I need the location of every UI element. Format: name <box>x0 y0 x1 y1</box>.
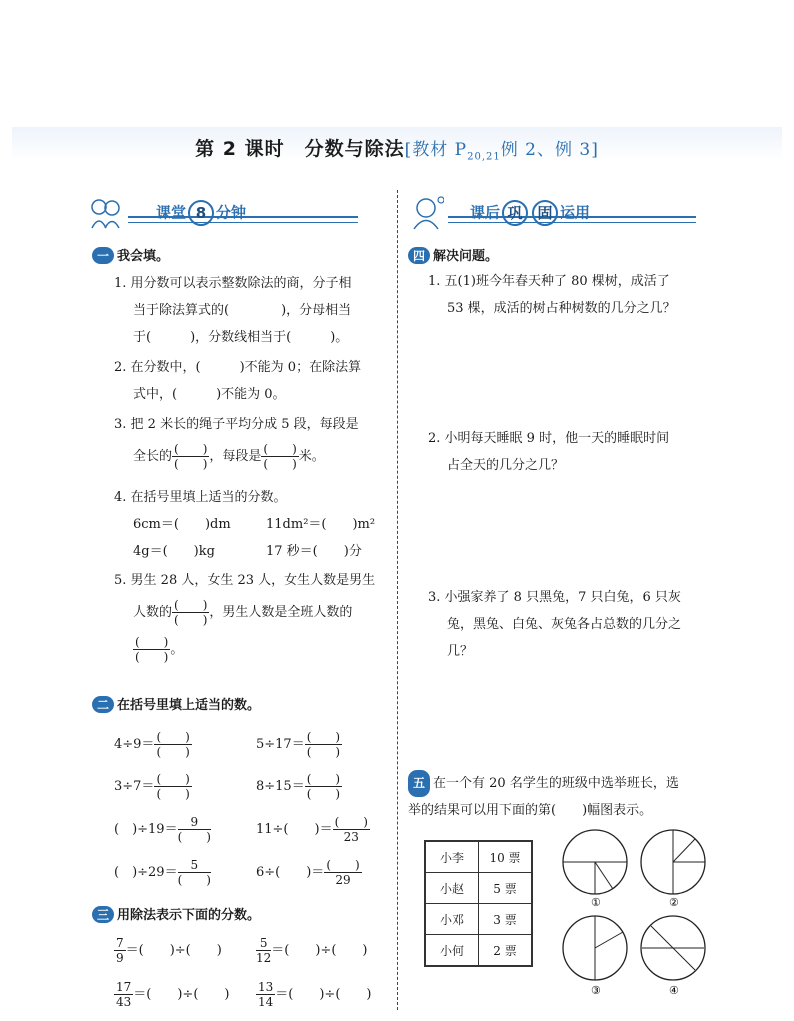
blank-fraction[interactable]: $\frac{( )}{( )}$ <box>306 772 341 801</box>
banner-minutes-number: 8 <box>188 200 214 226</box>
pie-label: ② <box>669 896 679 909</box>
banner-char-1: 巩 <box>502 200 528 226</box>
s2-item: 8÷15＝ $\frac{( )}{( )}$ <box>256 772 341 801</box>
pie-3[interactable] <box>563 916 627 980</box>
blank-fraction[interactable]: $\frac{( )}{( )}$ <box>306 730 341 759</box>
pie-2[interactable] <box>641 830 705 894</box>
s2-item: ( )÷29＝ $\frac{5}{( )}$ <box>114 858 211 887</box>
table-row: 小何 2 票 <box>425 935 532 967</box>
vote-table <box>424 840 533 967</box>
pie-charts <box>555 828 715 998</box>
textbook-reference <box>404 140 599 163</box>
blank-fraction[interactable]: $\frac{( )}{( )}$ <box>263 442 297 471</box>
s2-item: 5÷17＝ $\frac{( )}{( )}$ <box>256 730 341 759</box>
s2-item: ( )÷19＝ $\frac{9}{( )}$ <box>114 815 211 844</box>
s3-item: $\frac{13}{14}$ ＝( )÷( ) <box>258 980 372 1009</box>
banner-char-2: 固 <box>532 200 558 226</box>
q2-line: 2. 在分数中，( )不能为 0；在除法算 <box>114 360 362 375</box>
q1-line: 于( )，分数线相当于( )。 <box>133 330 349 345</box>
pie-label: ③ <box>591 984 601 997</box>
s3-item: $\frac{7}{9}$ ＝( )÷( ) <box>116 936 222 965</box>
fraction: $\frac{( )}{23}$ <box>334 815 368 844</box>
q4-item: 11dm²＝( )m² <box>266 517 376 532</box>
s3-item: $\frac{17}{43}$ ＝( )÷( ) <box>116 980 230 1009</box>
section-label: 我会填。 <box>117 249 170 264</box>
problem-3: 3. 小强家养了 8 只黑兔，7 只白兔，6 只灰 兔，黑兔、白兔、灰兔各占总数的几分之 几？ <box>428 590 682 659</box>
s2-item: 6÷( )＝ $\frac{( )}{29}$ <box>256 858 360 887</box>
q3-line: 3. 把 2 米长的绳子平均分成 5 段，每段是 <box>114 417 359 432</box>
banner-class-label: 课堂 <box>156 203 187 222</box>
title-main: 第 2 课时 分数与除法 <box>195 138 405 160</box>
ref-prefix: [教材 P <box>404 140 468 160</box>
pie-1[interactable] <box>563 830 627 894</box>
section-label: 在括号里填上适当的数。 <box>117 698 261 713</box>
blank-fraction[interactable]: $\frac{( )}{( )}$ <box>156 772 190 801</box>
question-4 <box>114 484 376 565</box>
q2-line: 式中，( )不能为 0。 <box>133 387 286 402</box>
section-number: 五 <box>408 770 430 797</box>
table-row: 小李 10 票 <box>425 841 532 873</box>
s5-line: 举的结果可以用下面的第( )幅图表示。 <box>408 803 653 818</box>
q5-text: ，男生人数是全班人数的 <box>209 605 353 620</box>
section-2-heading <box>92 694 260 713</box>
column-divider <box>397 190 398 1010</box>
question-5 <box>114 567 375 664</box>
table-row: 小邓 3 票 <box>425 904 532 935</box>
banner-minutes-label: 分钟 <box>216 203 247 222</box>
fraction: $\frac{9}{( )}$ <box>177 815 211 844</box>
s2-item: 3÷7＝ $\frac{( )}{( )}$ <box>114 772 190 801</box>
blank-fraction[interactable]: $\frac{( )}{( )}$ <box>135 635 169 664</box>
pie-4[interactable] <box>641 916 705 980</box>
ref-pages: 20,21 <box>467 151 501 163</box>
s2-item: 4÷9＝ $\frac{( )}{( )}$ <box>114 730 190 759</box>
pie-label: ④ <box>669 984 679 997</box>
q4-heading: 4. 在括号里填上适当的分数。 <box>114 490 287 505</box>
section-number: 三 <box>92 906 114 923</box>
left-section-banner <box>88 196 360 228</box>
problem-1: 1. 五(1)班今年春天种了 80 棵树，成活了 53 棵，成活的树占种树数的几分之几？ <box>428 274 676 316</box>
fraction: $\frac{( )}{29}$ <box>326 858 360 887</box>
q1-line: 1. 用分数可以表示整数除法的商，分子相 <box>114 276 352 291</box>
q4-item: 4g＝( )kg <box>133 544 215 559</box>
blank-fraction[interactable]: $\frac{( )}{( )}$ <box>174 598 208 627</box>
section-number: 四 <box>408 247 430 264</box>
s2-item: 11÷( )＝ $\frac{( )}{23}$ <box>256 815 368 844</box>
lesson-title <box>0 134 794 162</box>
q3-text: 米。 <box>298 449 325 464</box>
question-2 <box>114 354 361 408</box>
q5-text: 人数的 <box>133 605 173 620</box>
section-5 <box>408 770 679 824</box>
q3-text: 全长的 <box>133 449 173 464</box>
banner-apply: 运用 <box>560 203 591 222</box>
s3-item: $\frac{5}{12}$ ＝( )÷( ) <box>256 936 368 965</box>
kids-cartoon-icon <box>88 196 124 230</box>
q4-item: 17 秒＝( )分 <box>266 544 362 559</box>
q5-line: 5. 男生 28 人，女生 23 人，女生人数是男生 <box>114 573 376 588</box>
student-cartoon-icon <box>408 196 444 230</box>
section-label: 解决问题。 <box>433 249 499 264</box>
s5-line: 在一个有 20 名学生的班级中选举班长，选 <box>433 776 679 791</box>
fraction: $\frac{5}{( )}$ <box>177 858 211 887</box>
section-4-heading <box>408 245 498 264</box>
table-row: 小赵 5 票 <box>425 873 532 904</box>
section-3-heading <box>92 904 260 923</box>
section-label: 用除法表示下面的分数。 <box>117 908 261 923</box>
q1-line: 当于除法算式的( )，分母相当 <box>133 303 352 318</box>
question-3 <box>114 411 359 471</box>
problem-2: 2. 小明每天睡眠 9 时，他一天的睡眠时间 占全天的几分之几？ <box>428 431 670 473</box>
q3-text: ，每段是 <box>209 449 262 464</box>
right-section-banner <box>408 196 698 228</box>
ref-examples: 例 2、例 3] <box>500 140 599 160</box>
q5-text: 。 <box>170 642 184 657</box>
section-number: 一 <box>92 247 114 264</box>
blank-fraction[interactable]: $\frac{( )}{( )}$ <box>156 730 190 759</box>
section-number: 二 <box>92 696 114 713</box>
banner-after-class: 课后 <box>470 203 501 222</box>
pie-label: ① <box>591 896 601 909</box>
question-1 <box>114 270 352 351</box>
blank-fraction[interactable]: $\frac{( )}{( )}$ <box>174 442 208 471</box>
section-1-heading <box>92 245 169 264</box>
q4-item: 6cm＝( )dm <box>133 517 231 532</box>
